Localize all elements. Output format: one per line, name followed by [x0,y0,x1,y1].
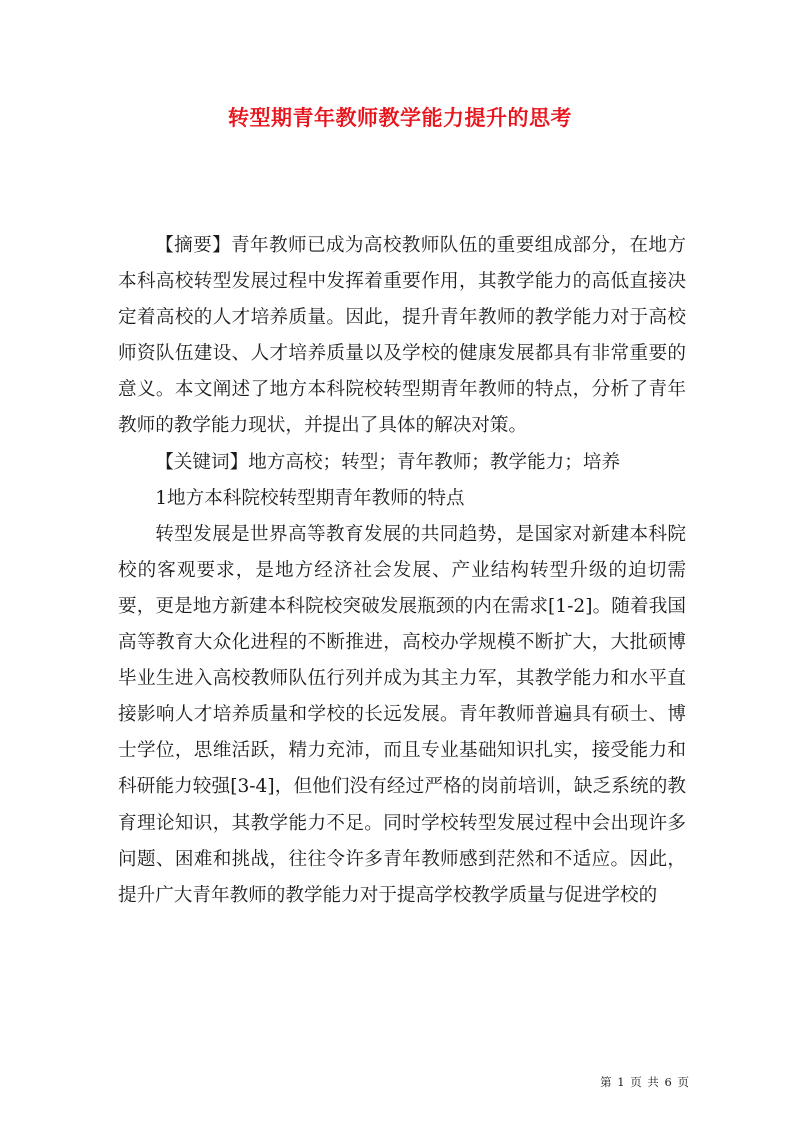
abstract-paragraph: 【摘要】青年教师已成为高校教师队伍的重要组成部分，在地方本科高校转型发展过程中发挥着重要作用，其教学能力的高低直接决定着高校的人才培养质量。因此，提升青年教师的教学能力对于高校师资队伍建设、人才培养质量以及学校的健康发展都具有非常重要的意义。本文阐述了地方本科院校转型期青年教师的特点，分析了青年教师的教学能力现状，并提出了具体的解决对策。 [118,235,686,437]
section-heading: 1地方本科院校转型期青年教师的特点 [155,487,465,509]
body-paragraph: 转型发展是世界高等教育发展的共同趋势，是国家对新建本科院校的客观要求，是地方经济社会发展、产业结构转型升级的迫切需要，更是地方新建本科院校突破发展瓶颈的内在需求[1-2]。随着我国高等教育大众化进程的不断推进，高校办学规模不断扩大，大批硕博毕业生进入高校教师队伍行列并成为其主力军，其教学能力和水平直接影响人才培养质量和学校的长远发展。青年教师普遍具有硕士、博士学位，思维活跃，精力充沛，而且专业基础知识扎实，接受能力和科研能力较强[3-4]，但他们没有经过严格的岗前培训，缺乏系统的教育理论知识，其教学能力不足。同时学校转型发展过程中会出现许多问题、困难和挑战，往往令许多青年教师感到茫然和不适应。因此，提升广大青年教师的教学能力对于提高学校教学质量与促进学校的 [118,523,686,906]
document-title: 转型期青年教师教学能力提升的思考 [228,105,572,130]
document-body [118,228,686,914]
page-number-footer: 第 1 页 共 6 页 [600,1075,690,1089]
keywords-paragraph: 【关键词】地方高校；转型；青年教师；教学能力；培养 [155,451,621,473]
